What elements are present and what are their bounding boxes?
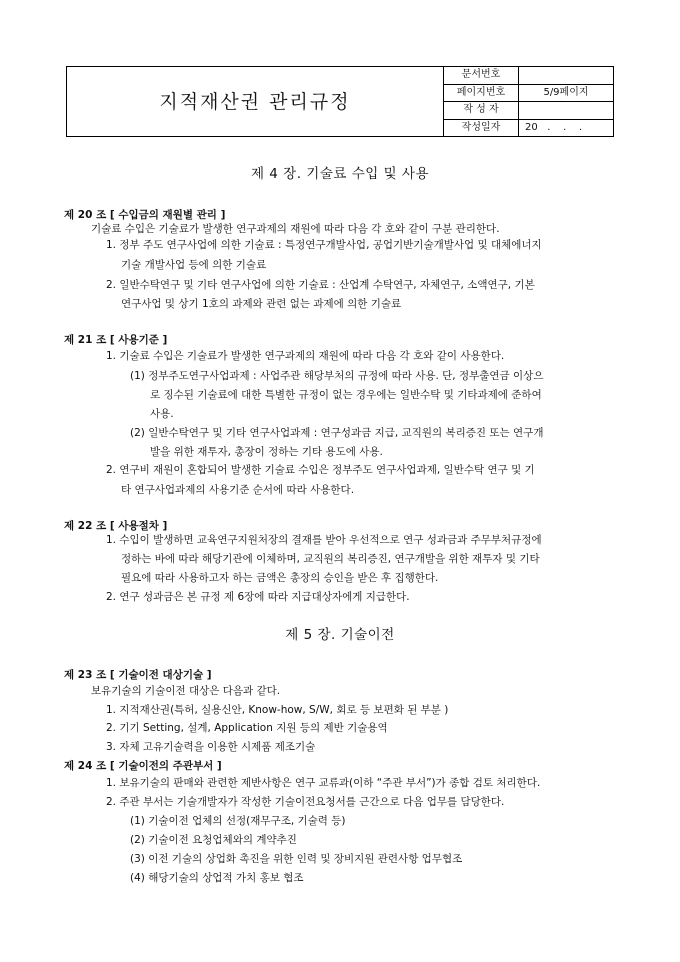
article-20-intro: 기술료 수입은 기술료가 발생한 연구과제의 재원에 따라 다음 각 호와 같이 구분 관리한다.	[91, 223, 500, 235]
article-24-sub1: (1) 기술이전 업체의 선정(재무구조, 기술력 등)	[130, 815, 346, 827]
article-23-item3: 3. 자체 고유기술력을 이용한 시제품 제조기술	[106, 741, 316, 753]
article-21-item2-line2: 타 연구사업과제의 사용기준 순서에 따라 사용한다.	[121, 484, 355, 496]
chapter-4-title: 제 4 장. 기술료 수입 및 사용	[250, 166, 430, 182]
article-24-item1: 1. 보유기술의 판매와 관련한 제반사항은 연구 교류과(이하 “주관 부서”)가 종합 검토 처리한다.	[106, 777, 541, 789]
article-22-item1-line2: 정하는 바에 따라 해당기관에 이체하며, 교직원의 복리증진, 연구개발을 위한 재투자 및 기타	[121, 553, 540, 565]
article-21-item1: 1. 기술료 수입은 기술료가 발생한 연구과제의 재원에 따라 다음 각 호와 같이 사용한다.	[106, 350, 505, 362]
article-23-heading: 제 23 조 [ 기술이전 대상기술 ]	[64, 669, 212, 681]
chapter-5-title: 제 5 장. 기술이전	[285, 627, 395, 643]
doc-number-label: 문서번호	[444, 67, 519, 85]
article-21-sub2-line2: 발을 위한 재투자, 총장이 정하는 기타 용도에 사용.	[150, 446, 383, 458]
article-22-heading: 제 22 조 [ 사용절차 ]	[64, 520, 168, 532]
article-24-item2: 2. 주관 부서는 기술개발자가 작성한 기술이전요청서를 근간으로 다음 업무를 담당한다.	[106, 796, 505, 808]
article-20-item2-line2: 연구사업 및 상기 1호의 과제와 관련 없는 과제에 의한 기술료	[121, 298, 402, 310]
date-label: 작성일자	[444, 119, 519, 137]
article-22-item1-line1: 1. 수입이 발생하면 교육연구지원처장의 결재를 받아 우선적으로 연구 성과금과 주무부처규정에	[106, 534, 542, 546]
article-23-item1: 1. 지적재산권(특허, 실용신안, Know-how, S/W, 회로 등 보편화 된 부분 )	[106, 704, 449, 716]
article-24-heading: 제 24 조 [ 기술이전의 주관부서 ]	[64, 760, 222, 772]
article-21-sub1-line3: 사용.	[150, 408, 174, 420]
article-24-sub2: (2) 기술이전 요청업체와의 계약추진	[130, 834, 297, 846]
article-21-sub1-line2: 로 징수된 기술료에 대한 특별한 규정이 없는 경우에는 일반수탁 및 기타과제에 준하여	[150, 389, 542, 401]
article-21-item2-line1: 2. 연구비 재원이 혼합되어 발생한 기술료 수입은 정부주도 연구사업과제, 일반수탁 연구 및 기	[106, 464, 535, 476]
document-header-table	[66, 66, 614, 137]
date-value: 20 . . .	[519, 119, 614, 137]
article-20-heading: 제 20 조 [ 수입금의 재원별 관리 ]	[64, 209, 226, 221]
article-20-item1-line2: 기술 개발사업 등에 의한 기술료	[121, 259, 267, 271]
article-20-item2-line1: 2. 일반수탁연구 및 기타 연구사업에 의한 기술료 : 산업계 수탁연구, 자체연구, 소액연구, 기본	[106, 279, 535, 291]
doc-number-value	[519, 67, 614, 85]
article-22-item2: 2. 연구 성과금은 본 규정 제 6장에 따라 지급대상자에게 지급한다.	[106, 591, 410, 603]
article-22-item1-line3: 필요에 따라 사용하고자 하는 금액은 총장의 승인을 받은 후 집행한다.	[121, 572, 439, 584]
article-21-sub1-line1: (1) 정부주도연구사업과제 : 사업주관 해당부처의 규정에 따라 사용. 단, 정부출연금 이상으	[130, 370, 544, 382]
article-24-sub3: (3) 이전 기술의 상업화 촉진을 위한 인력 및 장비지원 관련사항 업무협조	[130, 853, 463, 865]
page-number-value: 5/9페이지	[519, 84, 614, 102]
article-23-item2: 2. 기기 Setting, 설계, Application 지원 등의 제반 기술용역	[106, 722, 388, 734]
article-21-sub2-line1: (2) 일반수탁연구 및 기타 연구사업과제 : 연구성과금 지급, 교직원의 복리증진 또는 연구개	[130, 427, 544, 439]
article-23-intro: 보유기술의 기술이전 대상은 다음과 같다.	[91, 685, 281, 697]
page-number-label: 페이지번호	[444, 84, 519, 102]
author-label: 작 성 자	[444, 102, 519, 120]
article-21-heading: 제 21 조 [ 사용기준 ]	[64, 334, 168, 346]
author-value	[519, 102, 614, 120]
article-20-item1-line1: 1. 정부 주도 연구사업에 의한 기술료 : 특정연구개발사업, 공업기반기술개발사업 및 대체에너지	[106, 239, 542, 251]
article-24-sub4: (4) 해당기술의 상업적 가치 홍보 협조	[130, 872, 304, 884]
document-title: 지적재산권 관리규정	[67, 67, 444, 137]
